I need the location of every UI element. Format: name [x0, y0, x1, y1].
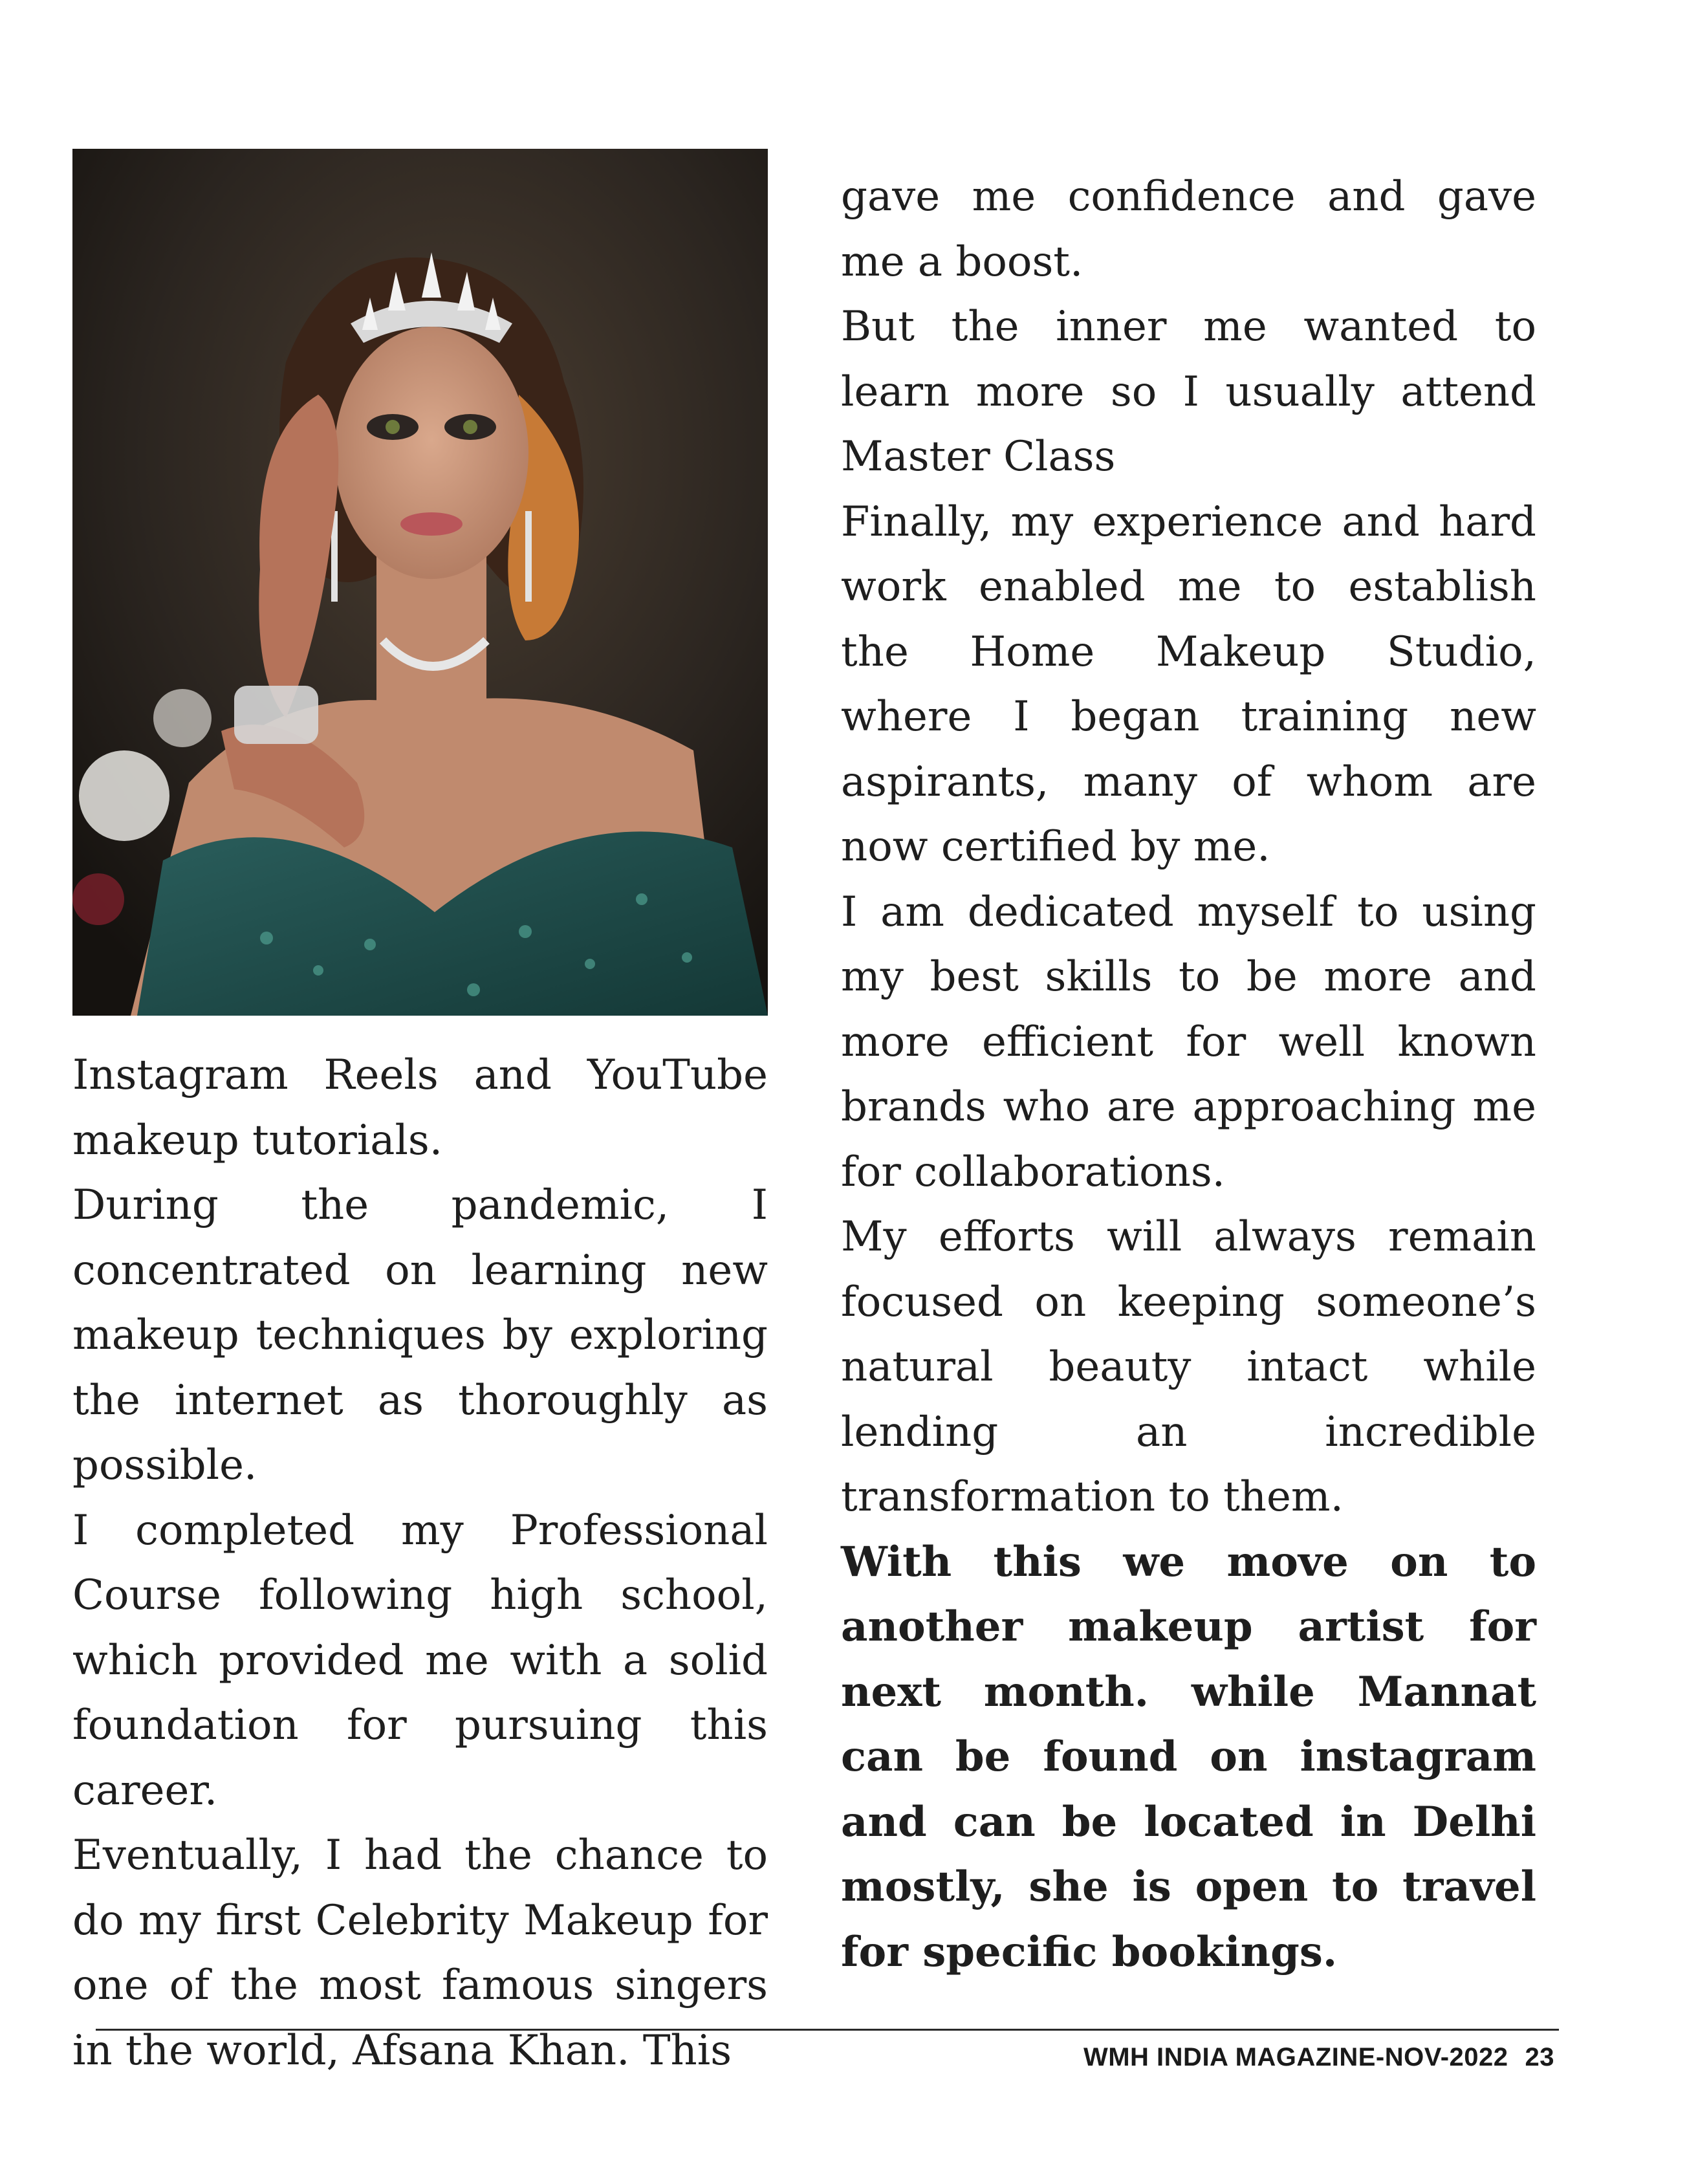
paragraph: I am dedicated myself to using my best skills to be more and more efficient for well known brands who are approaching me for collaborations. — [841, 888, 1536, 1196]
page-footer — [1083, 2043, 1554, 2072]
right-column — [841, 164, 1536, 1985]
paragraph: Eventually, I had the chance to do my first Celebrity Makeup for one of the most famous singers in the world, Afsana Khan. This — [72, 1831, 768, 2075]
paragraph: But the inner me wanted to learn more so I usually attend Master Class — [841, 303, 1536, 481]
footer-divider — [96, 2029, 1559, 2031]
left-column — [72, 1043, 768, 2083]
closing-paragraph: With this we move on to another makeup artist for next month. while Mannat can be found on instagram and can be located in Delhi mostly, she is open to travel for specific bookings. — [841, 1537, 1536, 1976]
paragraph: I completed my Professional Course following high school, which provided me with a solid foundation for pursuing this career. — [72, 1506, 768, 1815]
paragraph: Finally, my experience and hard work enabled me to establish the Home Makeup Studio, where I began training new aspirants, many of whom are now certified by me. — [841, 497, 1536, 871]
paragraph: gave me confidence and gave me a boost. — [841, 173, 1536, 286]
portrait-illustration — [72, 149, 768, 1016]
paragraph: My efforts will always remain focused on keeping someone’s natural beauty intact while lending an incredible transformation to them. — [841, 1213, 1536, 1521]
paragraph: Instagram Reels and YouTube makeup tutorials. — [72, 1051, 768, 1164]
portrait-photo — [72, 149, 768, 1016]
paragraph: During the pandemic, I concentrated on learning new makeup techniques by exploring the internet as thoroughly as possible. — [72, 1181, 768, 1489]
magazine-name: WMH INDIA MAGAZINE-NOV-2022 — [1083, 2043, 1508, 2071]
page-number: 23 — [1525, 2043, 1554, 2071]
